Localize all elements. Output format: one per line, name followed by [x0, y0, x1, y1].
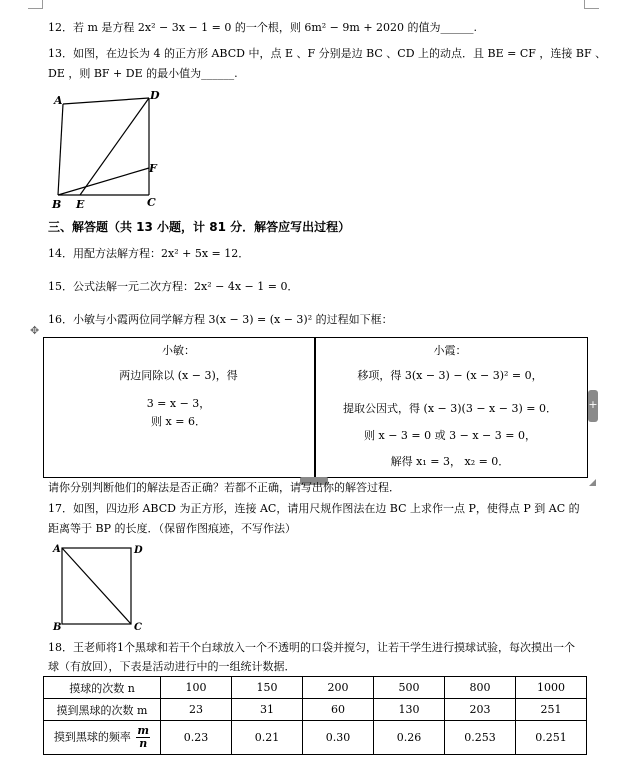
- table-header-cell: 200: [303, 677, 374, 699]
- xiaomin-step1: 两边同除以 (x − 3)，得: [119, 369, 238, 382]
- table-row: [44, 699, 587, 721]
- move-handle-icon[interactable]: ✥: [30, 324, 40, 337]
- table-cell: 23: [161, 699, 232, 721]
- xiaoxia-step1: 移项，得 3(x − 3) − (x − 3)² = 0，: [357, 369, 543, 382]
- question-17-line1: 17．如图，四边形 ABCD 为正方形，连接 AC，请用尺规作图法在边 BC 上求作一点 P，使得点 P 到 AC 的: [48, 502, 580, 515]
- table-cell: 203: [445, 699, 516, 721]
- fig13-label-b: B: [52, 198, 62, 210]
- question-12: 12．若 m 是方程 2x² − 3x − 1 = 0 的一个根，则 6m² − 9m + 2020 的值为______.: [48, 21, 478, 34]
- xiaomin-step3: 则 x = 6．: [151, 415, 206, 428]
- xiaomin-step2: 3 = x − 3，: [146, 397, 211, 410]
- figure-17-square: [50, 540, 150, 634]
- table-cell: 0.253: [445, 721, 516, 755]
- question-16: 16．小敏与小霞两位同学解方程 3(x − 3) = (x − 3)² 的过程如下框：: [48, 313, 393, 326]
- table-cell: 130: [374, 699, 445, 721]
- question-18-line2: 球（有放回），下表是活动进行中的一组统计数据．: [48, 660, 296, 673]
- question-13-line1: 13．如图，在边长为 4 的正方形 ABCD 中，点 E 、F 分别是边 BC 、CD 上的动点．且 BE = CF ，连接 BF 、: [48, 47, 607, 60]
- table-header-cell: 150: [232, 677, 303, 699]
- fig13-label-a: A: [54, 94, 63, 107]
- table-header-cell: 500: [374, 677, 445, 699]
- question-13-line2: DE ，则 BF + DE 的最小值为______.: [48, 67, 238, 80]
- table-cell: 0.23: [161, 721, 232, 755]
- table-cell: 60: [303, 699, 374, 721]
- table-header-cell: 1000: [516, 677, 587, 699]
- xiaoxia-step2: 提取公因式，得 (x − 3)(3 − x − 3) = 0．: [343, 402, 557, 415]
- fig17-label-a: A: [53, 544, 61, 555]
- table-cell: [44, 721, 161, 755]
- table-cell: 0.21: [232, 721, 303, 755]
- table-cell: 0.30: [303, 721, 374, 755]
- fraction-numerator: m: [137, 724, 150, 737]
- frequency-fraction: [136, 725, 150, 750]
- question-17-line2: 距离等于 BP 的长度．（保留作图痕迹，不写作法）: [48, 522, 296, 535]
- fraction-denominator: n: [139, 737, 148, 750]
- add-column-plus-icon[interactable]: +: [588, 398, 598, 411]
- question-14: 14．用配方法解方程：2x² + 5x = 12．: [48, 247, 250, 260]
- table-cell: 251: [516, 699, 587, 721]
- page-corner-mark: [584, 0, 599, 9]
- question-18-line1: 18．王老师将1个黑球和若干个白球放入一个不透明的口袋并搅匀，让若干学生进行摸球试验，每次摸出一个: [48, 641, 575, 654]
- question-15: 15．公式法解一元二次方程：2x² − 4x − 1 = 0．: [48, 280, 299, 293]
- page-corner-mark: [28, 0, 43, 9]
- fig17-label-b: B: [53, 622, 62, 633]
- table-header-cell: 摸球的次数 n: [44, 677, 161, 699]
- fig17-label-c: C: [134, 622, 142, 633]
- xiaomin-name: 小敏：: [162, 344, 195, 357]
- fig17-label-d: D: [134, 545, 143, 556]
- question-16-followup: 请你分别判断他们的解法是否正确？若都不正确，请写出你的解答过程．: [48, 481, 400, 494]
- xiaoxia-step4: 解得 x₁ = 3， x₂ = 0．: [390, 455, 510, 468]
- figure-13-square: [50, 88, 170, 210]
- xiaoxia-name: 小霞：: [433, 344, 467, 357]
- fig13-label-f: F: [149, 162, 157, 175]
- table-header-cell: 800: [445, 677, 516, 699]
- frequency-label: 摸到黑球的频率: [53, 730, 131, 744]
- fig13-label-e: E: [76, 198, 85, 210]
- xiaoxia-step3: 则 x − 3 = 0 或 3 − x − 3 = 0，: [364, 429, 536, 442]
- table-cell: 31: [232, 699, 303, 721]
- table-header-cell: 100: [161, 677, 232, 699]
- fig13-label-c: C: [147, 196, 156, 209]
- resize-table-icon[interactable]: [589, 479, 596, 486]
- statistics-table: [43, 676, 587, 755]
- fig13-label-d: D: [150, 89, 160, 102]
- table-row: [44, 721, 587, 755]
- table-cell: 摸到黑球的次数 m: [44, 699, 161, 721]
- table-cell: 0.251: [516, 721, 587, 755]
- table-cell: 0.26: [374, 721, 445, 755]
- section-3-heading: 三、解答题（共 13 小题，计 81 分．解答应写出过程）: [48, 220, 351, 234]
- table-row: [44, 677, 587, 699]
